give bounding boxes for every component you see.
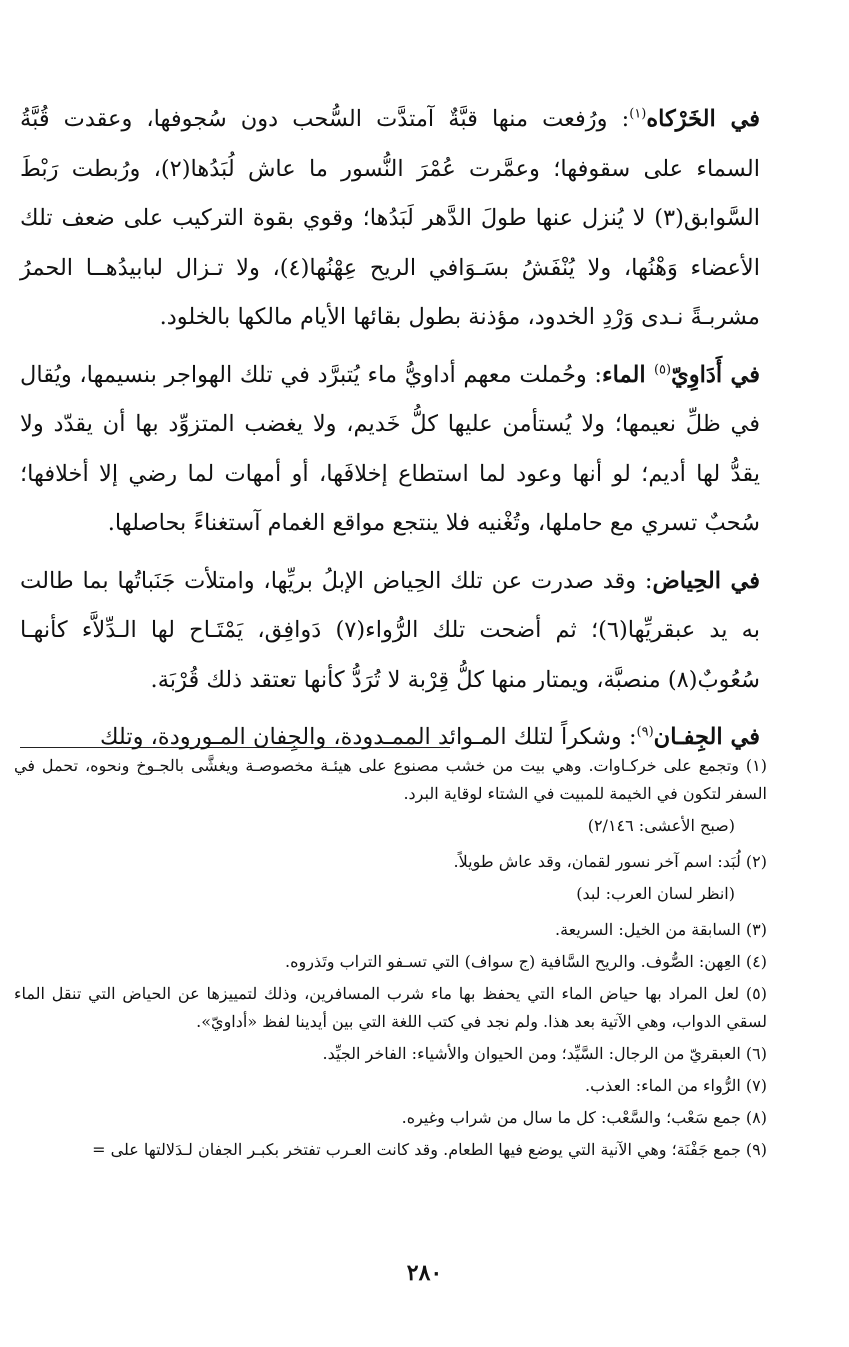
- paragraph-hiyad: [20, 557, 760, 706]
- paragraph-body: : وحُملت معهم أداويُّ ماء يُتبرَّد في تلك الهواجر بنسيمها، ويُقال في ظلِّ نعيمها؛ ولا يُستأمن عليها كلُّ خَديم، ولا يغضب المتزوِّد بها أن يقدّد ولا يقدُّ لها أديم؛ لو أنها وعود لما استطاع إخلافَها، أو أمهات لما رضي إلا أخلافها؛ سُحبٌ تسري مع حاملها، وتُغْنيه فلا ينتجع مواقع الغمام آستغناءً بحاصلها.: [20, 361, 760, 536]
- footnote-2-source: (انظر لسان العرب: لبد): [576, 884, 735, 903]
- footnote-5: (٥) لعل المراد بها حياض الماء التي يحفظ بها ماء شرب المسافرين، وذلك لتمييزها عن الحياض التي تنقل الماء لسقي الدواب، وهي الآتية بعد هذا. ولم نجد في كتب اللغة التي بين أيدينا لفظ «أداويّ».: [14, 984, 767, 1031]
- footnote-ref[interactable]: (١): [629, 106, 647, 122]
- paragraph-heading: في الجِفـان: [653, 724, 760, 750]
- footnote-1: (١) وتجمع على خركـاوات. وهي بيت من خشب مصنوع على هيئـة مخصوصـة ويغشَّى بالجـوخ ونحوه، تحمل في السفر لتكون في الخيمة للمبيت في الشتاء لوقاية البرد.: [14, 756, 767, 803]
- paragraph-body: : وشكراً لتلك المـوائد الممـدودة، والجِفان المـورودة، وتلك: [99, 724, 637, 750]
- footnotes: [14, 752, 767, 1168]
- footnote-1-source: (صبح الأعشى: ٢/١٤٦): [587, 816, 735, 835]
- main-text: [20, 95, 760, 771]
- paragraph-heading-cont: الماء: [602, 361, 654, 388]
- footnote-2: (٢) لُبَد: اسم آخر نسور لقمان، وقد عاش طويلاً.: [453, 852, 767, 871]
- paragraph-heading: في أَدَاوِيّ: [671, 361, 761, 388]
- footnote-separator: [20, 747, 450, 748]
- footnote-ref[interactable]: (٩): [636, 724, 654, 740]
- footnote-8: (٨) جمع سَعْب؛ والسَّعْب: كل ما سال من شراب وغيره.: [401, 1108, 767, 1127]
- paragraph-heading: في الحِياض: [652, 567, 760, 594]
- footnote-9: (٩) جمع جَفْنَة؛ وهي الآنية التي يوضع فيها الطعام. وقد كانت العـرب تفتخر بكبـر الجفان لـدَلالتها على =: [92, 1140, 767, 1159]
- footnote-7: (٧) الرُّواء من الماء: العذب.: [585, 1076, 767, 1095]
- paragraph-kharkah: [20, 95, 760, 343]
- paragraph-adawi: [20, 351, 760, 549]
- footnote-6: (٦) العبقريّ من الرجال: السَّيِّد؛ ومن الحيوان والأشياء: الفاخر الجيِّد.: [322, 1044, 767, 1063]
- page-number: ٢٨٠: [406, 1260, 443, 1286]
- footnote-ref[interactable]: (٥): [653, 362, 672, 377]
- footnote-3: (٣) السابقة من الخيل: السريعة.: [554, 920, 767, 939]
- paragraph-heading: في الخَرْكاه: [646, 106, 760, 132]
- paragraph-body: : وقد صدرت عن تلك الحِياض الإبلُ بريِّها، وامتلأت جَنَباتُها بما طالت به يد عبقريِّها(٦)؛ ثم أضحت تلك الرُّواء(٧) دَوافِق، يَمْتَـاح لها الـدِّلاَّء كأنهـا سُعُوبٌ(٨) منصبَّة، ويمتار منها كلُّ قِرْبة لا تُرَدُّ كأنها تعتقد ذلك قُرْبَة.: [20, 567, 760, 693]
- footnote-4: (٤) العِهن: الصُّوف. والريح السَّافية (ج سواف) التي تسـفو التراب وتَذروه.: [285, 952, 767, 971]
- paragraph-body: : ورُفعت منها قبَّةٌ آمتدَّت السُّحب دون سُجوفها، وعقدت قُبَّةُ السماء على سقوفها؛ وعمَّرت عُمْرَ النُّسور ما عاش لُبَدُها(٢)، ورُبطت رَبْطَ السَّوابق(٣) لا يُنزل عنها طولَ الدَّهر لَبَدُها؛ وقوي بقوة التركيب على ضعف تلك الأعضاء وَهْنُها، ولا يُنْفَشُ بسَـوَافي الريح عِهْنُها(٤)، ولا تـزال لبابيدُهــا الحمرُ مشربـةً نـدى وَرْدِ الخدود، مؤذنة بطول بقائها الأيام مالكها بالخلود.: [20, 106, 760, 330]
